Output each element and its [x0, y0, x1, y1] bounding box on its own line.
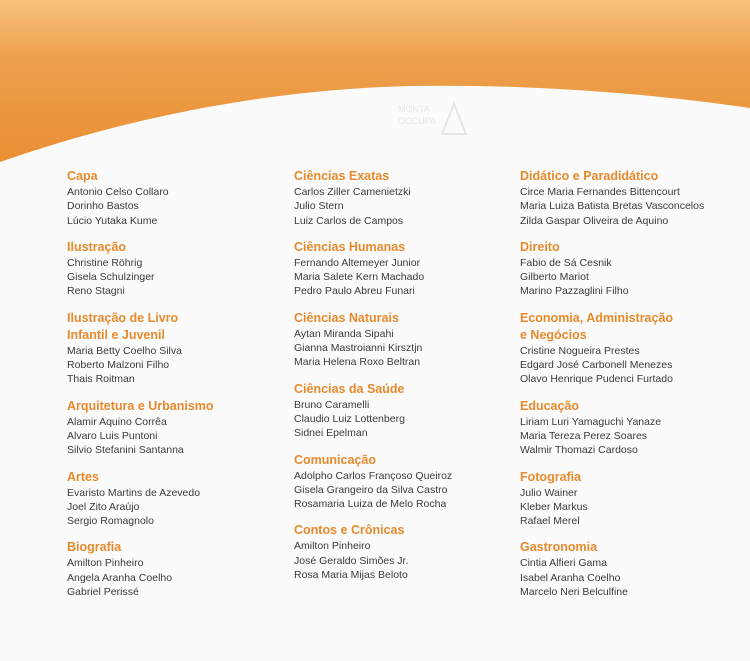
section-direito [520, 239, 745, 299]
watermark-text-bottom: OCCUPA [398, 116, 436, 126]
list-item: Maria Betty Coelho Silva [67, 344, 182, 357]
section-title: Didático e Paradidático [520, 169, 659, 183]
section-title: Comunicação [294, 452, 376, 467]
section-ciencias-humanas [294, 239, 519, 299]
section-title: Ciências Exatas [294, 169, 390, 183]
list-item: Julio Stern [294, 200, 344, 213]
list-item: Carlos Ziller Camenietzki [294, 186, 411, 198]
list-item: Claudio Luiz Lottenberg [294, 412, 405, 425]
list-item: Evaristo Martins de Azevedo [67, 486, 201, 499]
list-item: Walmir Thomazi Cardoso [520, 444, 638, 457]
section-title: Ciências da Saúde [294, 381, 405, 396]
list-item: Gabriel Perissé [67, 586, 139, 599]
section-ciencias-exatas [294, 168, 519, 228]
list-item: Zilda Gaspar Oliveira de Aquino [520, 214, 669, 227]
section-title: Educação [520, 398, 580, 413]
list-item: Rafael Merel [520, 515, 580, 528]
section-title-line-1: Economia, Administração [520, 310, 674, 325]
section-biografia [67, 539, 292, 599]
section-title: Ciências Humanas [294, 239, 406, 254]
list-item: Julio Wainer [520, 486, 578, 499]
list-item: Lúcio Yutaka Kume [67, 214, 158, 227]
list-item: Rosamaria Luiza de Melo Rocha [294, 498, 447, 511]
list-item: José Geraldo Simões Jr. [294, 554, 409, 567]
list-item: Gianna Mastroianni Kirsztjn [294, 342, 423, 355]
list-item: Pedro Paulo Abreu Funari [294, 285, 415, 298]
section-artes [67, 469, 292, 529]
list-item: Maria Salete Kern Machado [294, 271, 425, 284]
list-item: Dorinho Bastos [67, 200, 139, 213]
section-fotografia [520, 469, 745, 529]
list-item: Adolpho Carlos Françoso Queiroz [294, 469, 453, 482]
list-item: Thais Roitman [67, 373, 135, 386]
list-item: Joel Zito Araújo [67, 500, 140, 513]
section-arquitetura [67, 398, 292, 458]
section-title: Biografia [67, 540, 122, 555]
section-title: Ilustração [67, 239, 127, 254]
list-item: Reno Stagni [67, 285, 125, 298]
list-item: Rosa Maria Mijas Beloto [294, 569, 408, 582]
list-item: Marcelo Neri Belculfine [520, 586, 628, 599]
section-title: Gastronomia [520, 540, 598, 555]
list-item: Cristine Nogueira Prestes [520, 344, 640, 357]
list-item: Antonio Celso Collaro [67, 186, 169, 198]
list-item: Alvaro Luis Puntoni [67, 429, 158, 442]
list-item: Aytan Miranda Sipahi [294, 327, 394, 340]
list-item: Maria Luiza Batista Bretas Vasconcelos [520, 200, 705, 213]
list-item: Cintia Alfieri Gama [520, 557, 607, 570]
list-item: Fabio de Sá Cesnik [520, 256, 612, 269]
section-contos-cronicas [294, 522, 519, 582]
list-item: Maria Helena Roxo Beltran [294, 356, 421, 369]
section-title-line-1: Ilustração de Livro [67, 310, 179, 325]
section-ilustracao [67, 239, 292, 299]
list-item: Gisela Grangeiro da Silva Castro [294, 483, 448, 496]
list-item: Bruno Caramelli [294, 398, 370, 411]
section-capa [67, 168, 292, 228]
list-item: Sergio Romagnolo [67, 515, 154, 528]
section-title: Arquitetura e Urbanismo [67, 398, 214, 413]
section-title: Direito [520, 239, 560, 254]
column-3 [520, 168, 745, 610]
list-item: Edgard José Carbonell Menezes [520, 359, 673, 372]
list-item: Silvio Stefanini Santanna [67, 444, 184, 457]
list-item: Luiz Carlos de Campos [294, 214, 404, 227]
list-item: Marino Pazzaglini Filho [520, 285, 629, 298]
list-item: Amilton Pinheiro [294, 540, 371, 553]
section-title-line-2: Infantil e Juvenil [67, 327, 165, 342]
section-comunicacao [294, 452, 519, 512]
orange-header-band [0, 0, 750, 170]
list-item: Roberto Malzoni Filho [67, 359, 170, 372]
section-economia [520, 310, 745, 387]
list-item: Alamir Aquino Corrêa [67, 415, 167, 428]
list-item: Isabel Aranha Coelho [520, 571, 621, 584]
section-ciencias-saude [294, 381, 519, 441]
section-title: Fotografia [520, 469, 582, 484]
list-item: Olavo Henrique Pudenci Furtado [520, 373, 673, 386]
column-1 [67, 168, 292, 610]
list-item: Sidnei Epelman [294, 427, 368, 440]
section-didatico [520, 168, 745, 228]
list-item: Angela Aranha Coelho [67, 571, 173, 584]
section-educacao [520, 398, 745, 458]
list-item: Maria Tereza Perez Soares [520, 429, 648, 442]
section-ilustracao-livro-infantil [67, 310, 292, 387]
section-title: Ciências Naturais [294, 310, 399, 325]
list-item: Christine Röhrig [67, 256, 143, 269]
watermark-text-top: MONTA [398, 104, 430, 114]
triangle-logo-icon [398, 98, 478, 138]
list-item: Gisela Schulzinger [67, 271, 155, 284]
section-title: Capa [67, 169, 98, 183]
list-item: Kleber Markus [520, 500, 588, 513]
list-item: Circe Maria Fernandes Bittencourt [520, 186, 680, 198]
list-item: Liriam Luri Yamaguchi Yanaze [520, 415, 662, 428]
column-2 [294, 168, 519, 593]
section-gastronomia [520, 539, 745, 599]
list-item: Amilton Pinheiro [67, 557, 144, 570]
section-title: Contos e Crônicas [294, 523, 405, 538]
list-item: Fernando Altemeyer Junior [294, 256, 421, 269]
section-title-line-2: e Negócios [520, 327, 587, 342]
section-title: Artes [67, 469, 99, 484]
section-ciencias-naturais [294, 310, 519, 370]
list-item: Gilberto Mariot [520, 271, 589, 284]
